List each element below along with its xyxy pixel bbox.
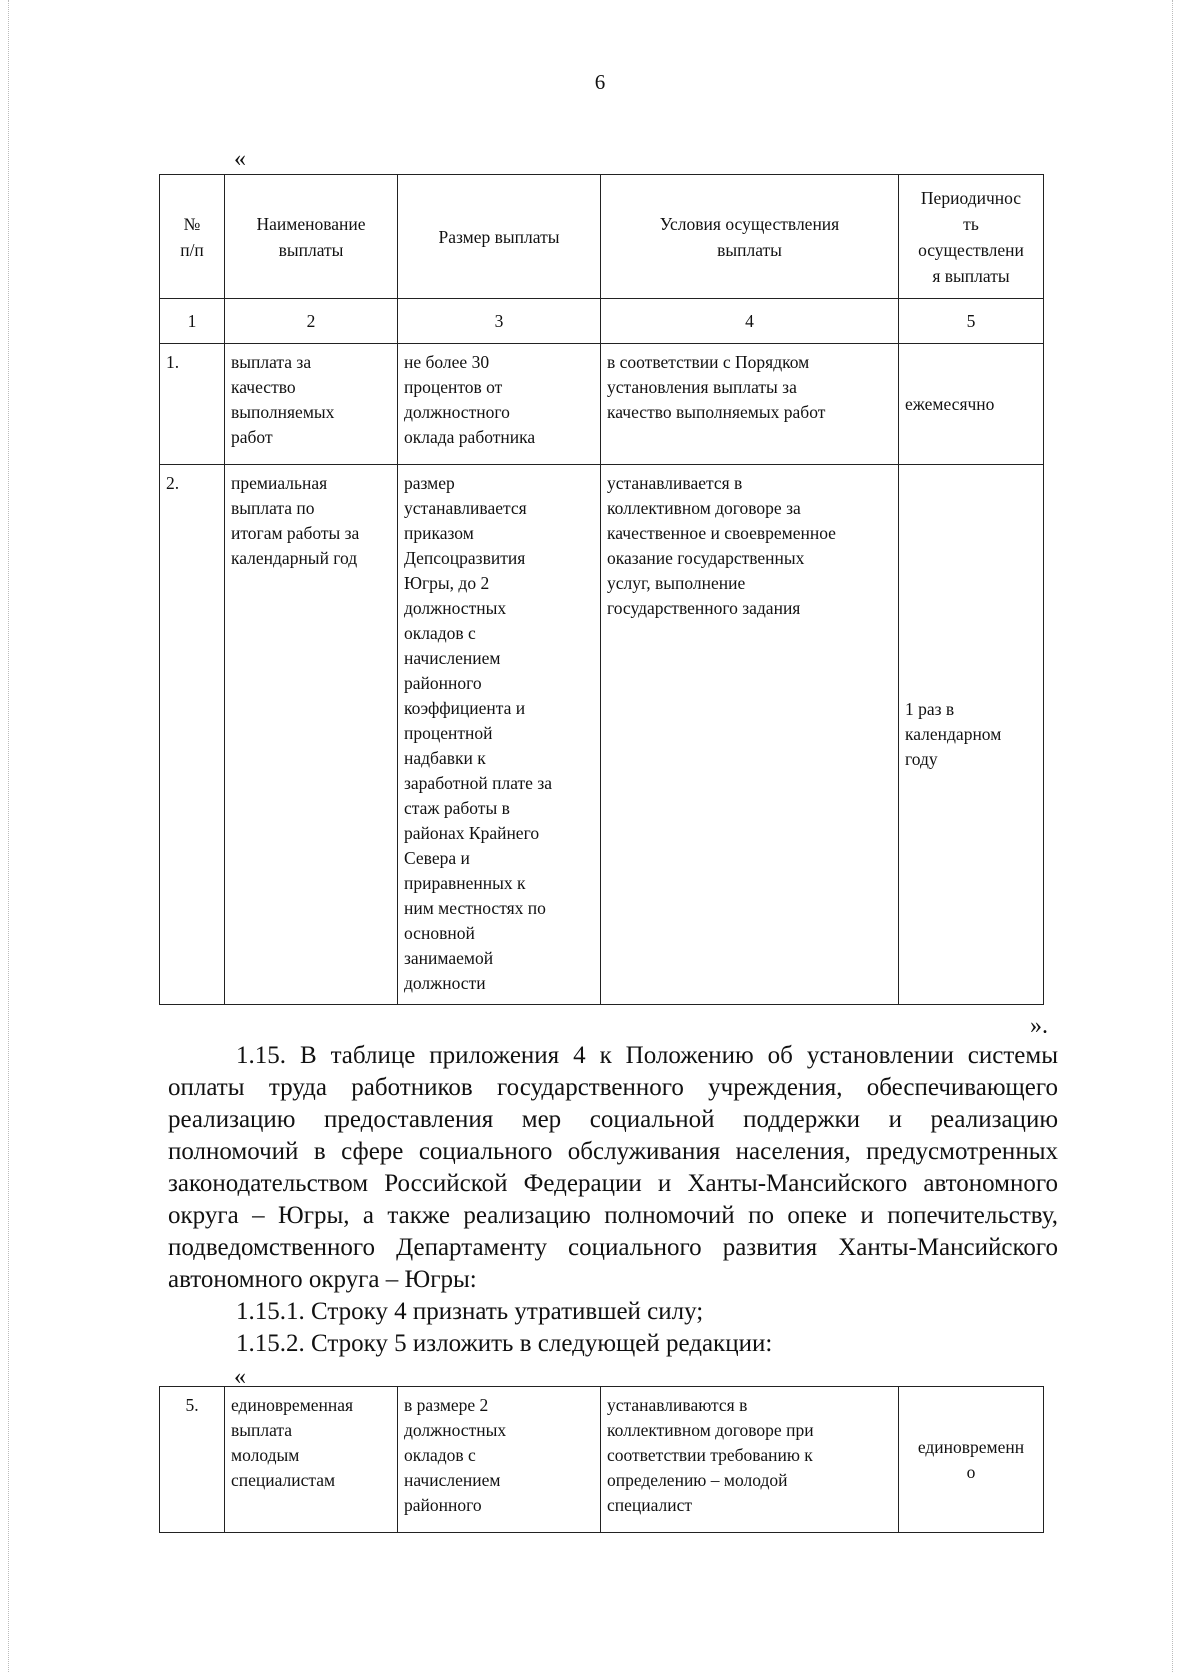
page-number: 6 — [594, 70, 606, 94]
row-name — [225, 465, 398, 1005]
table1-quote-open: « — [234, 146, 246, 172]
row-conditions — [601, 465, 899, 1005]
row-number: 1. — [160, 344, 225, 465]
clause-1-15-2: 1.15.2. Строку 5 изложить в следующей редакции: — [236, 1330, 773, 1357]
header-periodicity-text: Периодичнос ть осуществлени я выплаты — [918, 187, 1024, 286]
row-periodicity-text: 1 раз в календарном году — [905, 699, 1002, 769]
scan-edge-right — [1172, 0, 1174, 1672]
row-conditions-text: устанавливается в коллективном договоре за качественное и своевременное оказание государственных услуг, выполнение государственного задания — [607, 473, 836, 618]
row-size — [398, 465, 601, 1005]
row-number: 5. — [160, 1387, 225, 1533]
column-number: 1 — [160, 299, 225, 344]
header-name-text: Наименование выплаты — [256, 213, 366, 260]
row-size — [398, 1387, 601, 1533]
header-size — [398, 175, 601, 299]
table2-quote-open: « — [234, 1364, 246, 1390]
table-row — [160, 344, 1044, 465]
row-size-text: не более 30 процентов от должностного оклада работника — [404, 352, 536, 447]
row-number: 2. — [160, 465, 225, 1005]
header-name — [225, 175, 398, 299]
row-periodicity — [899, 1387, 1044, 1533]
payments-table — [159, 174, 1044, 1005]
paragraph-1-15 — [168, 1040, 1058, 1296]
row-name — [225, 1387, 398, 1533]
row-name-text: премиальная выплата по итогам работы за календарный год — [231, 473, 360, 568]
table-row — [160, 1387, 1044, 1533]
header-size-text: Размер выплаты — [438, 226, 560, 247]
row-name-text: единовременная выплата молодым специалистам — [231, 1395, 354, 1490]
column-number: 2 — [225, 299, 398, 344]
row-periodicity — [899, 465, 1044, 1005]
row-periodicity: ежемесячно — [899, 344, 1044, 465]
row-conditions — [601, 344, 899, 465]
clause-1-15-1: 1.15.1. Строку 4 признать утратившей силу; — [236, 1298, 704, 1325]
paragraph-1-15-text: 1.15. В таблице приложения 4 к Положению об установлении системы оплаты труда работников государственного учреждения, обеспечивающего реализацию предоставления мер социальной поддержки и реализацию полномочий в сфере социального обслуживания населения, предусмотренных законодательством Российской Федерации и Ханты-Мансийского автономного округа – Югры, а также реализацию полномочий по опеке и попечительству, подведомственного Департаменту социального развития Ханты-Мансийского автономного округа – Югры: — [168, 1042, 1058, 1293]
header-number — [160, 175, 225, 299]
row-conditions-text: устанавливаются в коллективном договоре при соответствии требованию к определению – молодой специалист — [607, 1395, 814, 1515]
header-conditions — [601, 175, 899, 299]
header-periodicity — [899, 175, 1044, 299]
row-size — [398, 344, 601, 465]
column-number: 3 — [398, 299, 601, 344]
scan-edge-left — [8, 0, 10, 1672]
header-number-text: № п/п — [180, 213, 204, 260]
column-number: 5 — [899, 299, 1044, 344]
column-number-row — [160, 299, 1044, 344]
row-size-text: в размере 2 должностных окладов с начислением районного — [404, 1395, 507, 1515]
header-conditions-text: Условия осуществления выплаты — [659, 213, 840, 260]
row-name — [225, 344, 398, 465]
table-row — [160, 465, 1044, 1005]
row-name-text: выплата за качество выполняемых работ — [231, 352, 335, 447]
column-number: 4 — [601, 299, 899, 344]
row-conditions — [601, 1387, 899, 1533]
table-header-row — [160, 175, 1044, 299]
row-conditions-text: в соответствии с Порядком установления выплаты за качество выполняемых работ — [607, 352, 826, 422]
table1-quote-close: ». — [1030, 1013, 1048, 1039]
replacement-row-table — [159, 1386, 1044, 1533]
row-periodicity-text: единовременн о — [917, 1436, 1025, 1482]
row-size-text: размер устанавливается приказом Депсоцразвития Югры, до 2 должностных окладов с начислением районного коэффициента и процентной надбавки к заработной плате за стаж работы в районах Крайнего Севера и приравненных к ним местностях по основной занимаемой должности — [404, 473, 553, 993]
